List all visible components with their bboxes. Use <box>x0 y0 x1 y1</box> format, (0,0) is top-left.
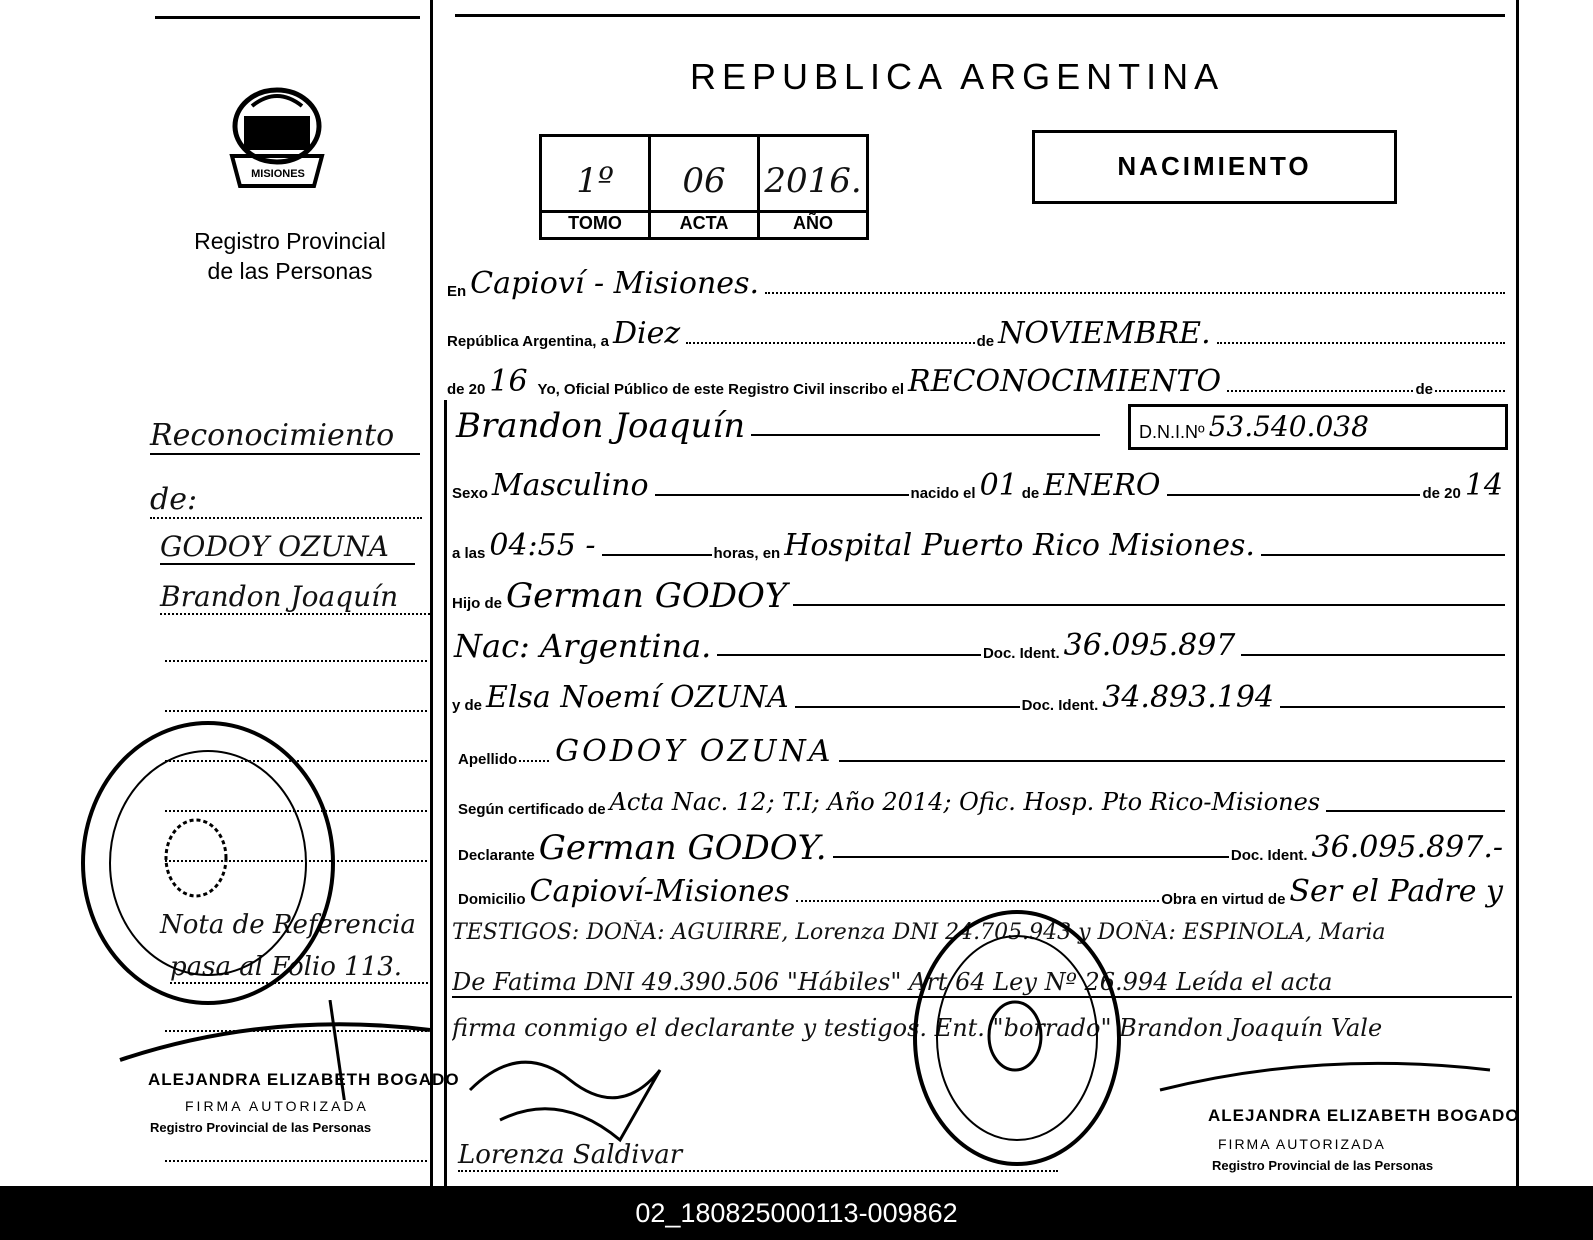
mother-fill <box>795 706 1020 708</box>
stamp-icon <box>78 718 338 1008</box>
emblem-text: MISIONES <box>251 168 305 180</box>
time-value: 04:55 - <box>489 528 596 563</box>
witness-sign: Lorenza Saldivar <box>458 1140 1058 1172</box>
father-doc: 36.095.897 <box>1063 628 1236 663</box>
birth-month-fill <box>1167 494 1421 496</box>
obra-value: Ser el Padre y <box>1289 874 1503 909</box>
tomo-cell <box>542 137 651 237</box>
tomo-value: 1º <box>576 161 614 201</box>
left-signer-name: ALEJANDRA ELIZABETH BOGADO <box>148 1070 460 1089</box>
footer-filename: 02_180825000113-009862 <box>635 1198 958 1228</box>
apellido-label: Apellido <box>458 751 518 768</box>
frame-left-inner <box>444 400 447 1186</box>
domicile-value: Capioví-Misiones <box>529 874 790 909</box>
sexo-value: Masculino <box>491 468 649 503</box>
right-signature-icon <box>1150 1050 1500 1110</box>
row-child <box>452 406 1102 446</box>
sidebar-note-5: Nota de Referencia <box>160 910 416 940</box>
doc-type-label: NACIMIENTO <box>1117 151 1312 181</box>
acta-value: 06 <box>682 161 726 201</box>
nacido-label: nacido el <box>910 485 976 502</box>
year-prefix: de 20 <box>447 381 486 398</box>
yde-label: y de <box>452 697 483 714</box>
doc-type-box <box>1032 130 1397 204</box>
day-fill <box>686 342 974 344</box>
sexo-fill <box>655 494 909 496</box>
father-nac: Nac: Argentina. <box>454 627 712 665</box>
tomo-label: TOMO <box>542 210 648 237</box>
de-label-2: de <box>1415 381 1433 398</box>
segun-label: Según certificado de <box>458 801 606 818</box>
row-father-nac <box>450 627 1507 665</box>
sidebar-blank-2 <box>165 710 427 712</box>
emblem-icon <box>222 86 332 206</box>
acta-label: ACTA <box>651 210 757 237</box>
act-fill <box>1227 390 1413 392</box>
de20-label: de 20 <box>1422 485 1461 502</box>
sexo-label: Sexo <box>452 485 488 502</box>
dni-value: 53.540.038 <box>1208 410 1369 443</box>
row-sex <box>452 470 1507 502</box>
misiones-emblem <box>222 86 332 206</box>
row-father <box>452 576 1507 616</box>
de-label-3: de <box>1021 485 1040 502</box>
right-signer-name: ALEJANDRA ELIZABETH BOGADO <box>1208 1106 1520 1125</box>
registry-name-1: Registro Provincial <box>194 228 386 254</box>
free-text-2: De Fatima DNI 49.390.506 "Hábiles" Art 64 Ley Nº 26.994 Leída el acta <box>452 968 1512 998</box>
apellido-dots <box>519 760 549 762</box>
stamp-icon-2 <box>910 906 1125 1171</box>
dni-box <box>1128 404 1508 450</box>
sidebar-note-2: de: <box>150 482 422 519</box>
year-suffix: 16 <box>489 364 528 399</box>
alas-label: a las <box>452 545 486 562</box>
row-surname <box>458 736 1507 768</box>
row-act <box>447 366 1507 398</box>
mother-doc-fill <box>1280 706 1505 708</box>
row-time <box>452 530 1507 562</box>
obra-label: Obra en virtud de <box>1161 891 1286 908</box>
place-fill <box>765 292 1505 294</box>
child-name: Brandon Joaquín <box>456 406 746 446</box>
footer-bar <box>0 1186 1593 1240</box>
father-doc-fill <box>1241 654 1505 656</box>
birth-day: 01 <box>979 468 1018 503</box>
domicile-fill <box>796 900 1159 902</box>
right-round-stamp <box>910 906 1125 1171</box>
declarant-doc: 36.095.897.- <box>1311 830 1503 865</box>
hijo-label: Hijo de <box>452 595 503 612</box>
birth-place: Hospital Puerto Rico Misiones. <box>784 528 1255 563</box>
free-text-1: TESTIGOS: DOÑA: AGUIRRE, Lorenza DNI 24.705.943 y DOÑA: ESPINOLA, Maria <box>452 920 1386 945</box>
act-fill-2 <box>1435 390 1505 392</box>
father-name: German GODOY <box>506 576 788 616</box>
row-mother <box>452 682 1507 714</box>
left-signer-office: Registro Provincial de las Personas <box>150 1120 372 1135</box>
declarant-value: German GODOY. <box>538 828 827 868</box>
mother-doc: 34.893.194 <box>1102 680 1275 715</box>
sidebar-blank-1 <box>165 660 427 662</box>
sidebar-note-4: Brandon Joaquín <box>160 580 430 615</box>
certificate-value: Acta Nac. 12; T.I; Año 2014; Ofic. Hosp. Pto Rico-Misiones <box>609 788 1321 816</box>
surname-fill <box>839 760 1505 762</box>
domicilio-label: Domicilio <box>458 891 526 908</box>
left-signer-role: FIRMA AUTORIZADA <box>185 1098 369 1114</box>
registry-name-2: de las Personas <box>207 258 373 284</box>
father-fill <box>793 604 1505 606</box>
birth-year: 14 <box>1464 468 1504 503</box>
republica-label: República Argentina, a <box>447 333 609 350</box>
anio-value: 2016. <box>764 161 862 201</box>
frame-right <box>1516 0 1519 1186</box>
en-label: En <box>447 283 467 300</box>
declarante-label: Declarante <box>458 847 535 864</box>
de-label: de <box>976 333 995 350</box>
dni-label: D.N.I.Nº <box>1139 422 1205 442</box>
row-declarant <box>458 828 1507 868</box>
declarant-fill <box>833 856 1229 858</box>
acta-cell <box>651 137 760 237</box>
sidebar-note-1: Reconocimiento <box>150 418 420 455</box>
birth-month: ENERO <box>1043 468 1161 503</box>
row-domicile <box>458 876 1507 908</box>
sidebar-note-6: pasa al Folio 113. <box>170 952 428 984</box>
month-fill <box>1217 342 1505 344</box>
inscribo-label: Yo, Oficial Público de este Registro Civil inscribo el <box>537 381 905 398</box>
anio-cell <box>760 137 866 237</box>
mother-name: Elsa Noemí OZUNA <box>486 680 789 715</box>
child-fill <box>751 434 1100 436</box>
country-title: REPUBLICA ARGENTINA <box>690 56 1225 97</box>
doc-label-2: Doc. Ident. <box>1021 697 1099 714</box>
father-nac-fill <box>717 654 981 656</box>
free-text-3: firma conmigo el declarante y testigos. Ent. "borrado" Brandon Joaquín Vale <box>452 1014 1383 1042</box>
row-date <box>447 318 1507 350</box>
day-value: Diez <box>612 316 681 351</box>
top-rule-right <box>455 14 1505 17</box>
sidebar-note-3: GODOY OZUNA <box>160 530 415 565</box>
anio-label: AÑO <box>760 210 866 237</box>
left-round-stamp <box>78 718 338 1008</box>
row-certificate <box>458 786 1507 818</box>
surname-value: GODOY OZUNA <box>555 734 834 769</box>
right-signer-role: FIRMA AUTORIZADA <box>1218 1136 1386 1152</box>
left-sign-dots <box>165 1160 427 1162</box>
act-type: RECONOCIMIENTO <box>908 364 1222 399</box>
place-value: Capioví - Misiones. <box>470 266 759 301</box>
right-signer-office: Registro Provincial de las Personas <box>1212 1158 1434 1173</box>
certificate-fill <box>1326 810 1505 812</box>
doc-label-1: Doc. Ident. <box>982 645 1060 662</box>
row-place <box>447 268 1507 300</box>
top-rule-left <box>155 16 420 19</box>
month-value: NOVIEMBRE. <box>998 316 1211 351</box>
declarant-signature-icon <box>460 1030 690 1150</box>
doc-label-3: Doc. Ident. <box>1230 847 1308 864</box>
birth-place-fill <box>1261 554 1505 556</box>
registry-box <box>539 134 869 240</box>
time-fill <box>602 554 712 556</box>
horas-label: horas, en <box>713 545 781 562</box>
